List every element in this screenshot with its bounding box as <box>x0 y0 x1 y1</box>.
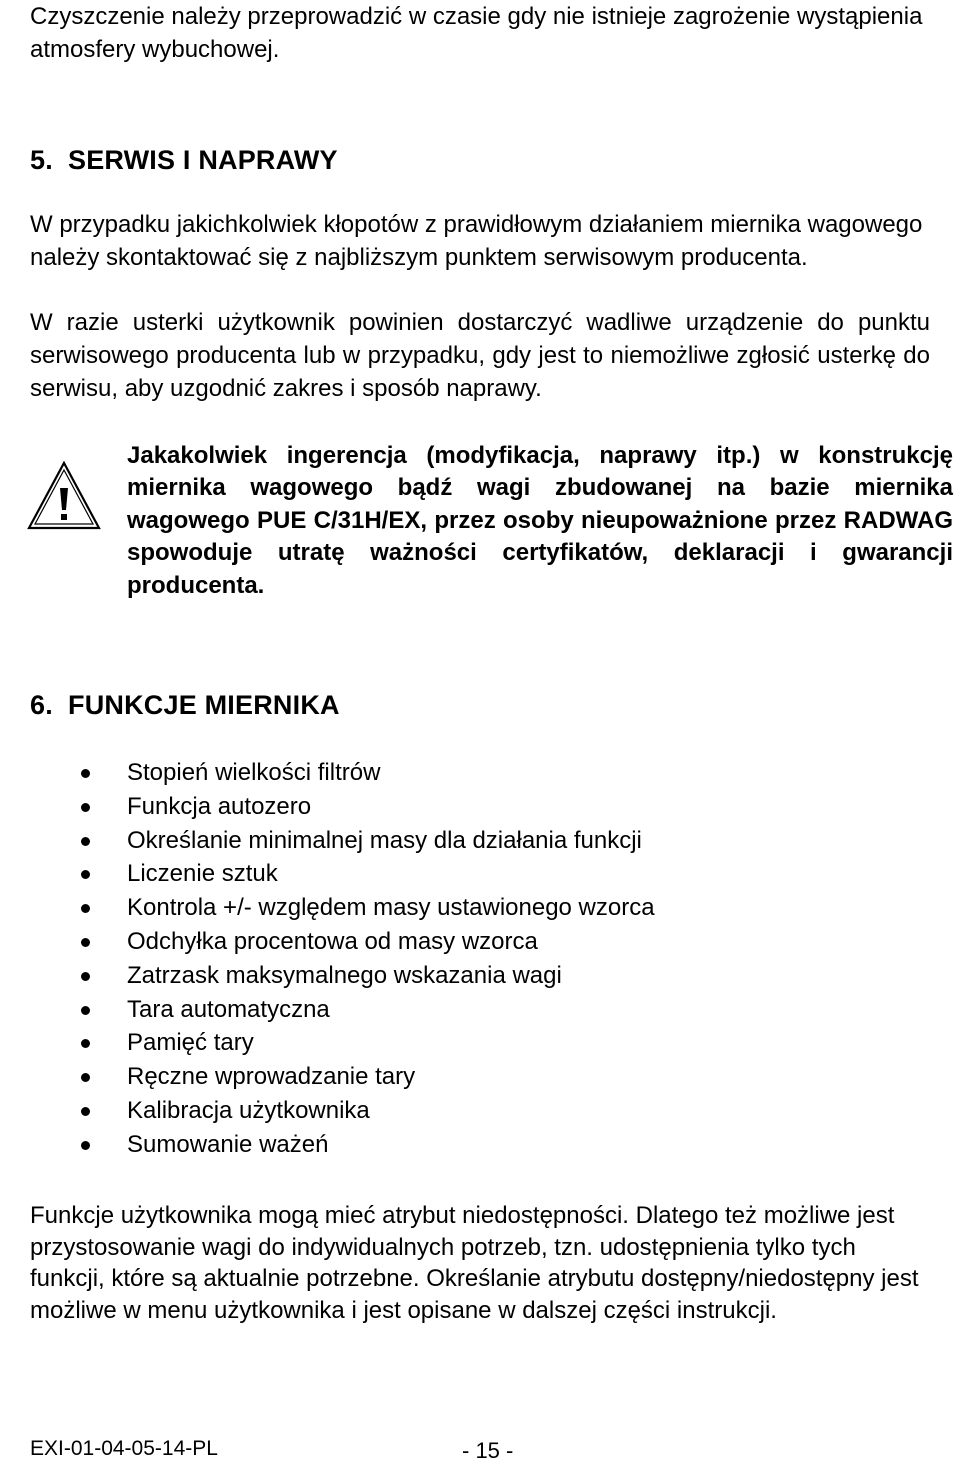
bullet-icon <box>81 904 90 913</box>
function-label: Funkcja autozero <box>127 792 312 820</box>
function-list-item <box>0 824 655 858</box>
service-paragraph-1: W przypadku jakichkolwiek kłopotów z prawidłowym działaniem miernika wagowego należy skontaktować się z najbliższym punktem serwisowym producenta. <box>30 211 923 271</box>
function-label: Stopień wielkości filtrów <box>127 759 381 786</box>
function-list-item <box>0 891 655 925</box>
function-label: Pamięć tary <box>127 1029 254 1057</box>
function-label: Zatrzask maksymalnego wskazania wagi <box>127 961 562 989</box>
function-label: Odchyłka procentowa od masy wzorca <box>127 927 538 955</box>
service-paragraph-2: W razie usterki użytkownik powinien dostarczyć wadliwe urządzenie do punktu serwisowego producenta lub w przypadku, gdy jest to niemożliwe zgłosić usterkę do serwisu, aby uzgodnić zakres i sposób naprawy. <box>30 309 930 402</box>
function-list-item <box>0 925 655 959</box>
document-code: EXI-01-04-05-14-PL <box>30 1437 218 1460</box>
bullet-icon <box>81 803 90 812</box>
function-list-item <box>0 857 655 891</box>
section-6-heading <box>30 690 340 721</box>
function-label: Sumowanie ważeń <box>127 1130 329 1158</box>
function-list-item <box>0 959 655 993</box>
function-list-item <box>0 1094 655 1128</box>
intro-paragraph: Czyszczenie należy przeprowadzić w czasie gdy nie istnieje zagrożenie wystąpienia atmosfery wybuchowej. <box>30 3 923 63</box>
bullet-icon <box>81 1039 90 1048</box>
bullet-icon <box>81 1073 90 1082</box>
warning-triangle-icon <box>26 460 102 532</box>
function-list-item <box>0 1026 655 1060</box>
function-list-item <box>0 756 655 790</box>
function-list-item <box>0 993 655 1027</box>
function-list-item <box>0 790 655 824</box>
function-label: Kontrola +/- względem masy ustawionego wzorca <box>127 894 655 922</box>
functions-list <box>0 756 655 1162</box>
section-6-number: 6. <box>30 690 53 720</box>
bullet-icon <box>81 837 90 846</box>
function-label: Kalibracja użytkownika <box>127 1096 370 1124</box>
section-5-number: 5. <box>30 145 53 175</box>
bullet-icon <box>81 870 90 879</box>
function-list-item <box>0 1060 655 1094</box>
function-label: Tara automatyczna <box>127 995 330 1023</box>
bullet-icon <box>81 1107 90 1116</box>
page-number: - 15 - <box>462 1438 514 1463</box>
function-label: Ręczne wprowadzanie tary <box>127 1063 416 1091</box>
bullet-icon <box>81 1141 90 1150</box>
bullet-icon <box>81 769 90 778</box>
bullet-icon <box>81 938 90 947</box>
bullet-icon <box>81 1006 90 1015</box>
function-label: Liczenie sztuk <box>127 860 278 888</box>
section-6-title: FUNKCJE MIERNIKA <box>68 690 340 720</box>
function-label: Określanie minimalnej masy dla działania funkcji <box>127 826 642 854</box>
function-list-item <box>0 1128 655 1162</box>
section-5-title: SERWIS I NAPRAWY <box>68 145 338 175</box>
section-5-heading <box>30 145 338 176</box>
warning-text: Jakakolwiek ingerencja (modyfikacja, naprawy itp.) w konstrukcję miernika wagowego bądź wagi zbudowanej na bazie miernika wagowego PUE C/31H/EX, przez osoby nieupoważnione przez RADWAG spowoduje utratę ważności certyfikatów, deklaracji i gwarancji producenta. <box>127 442 953 599</box>
functions-closing-paragraph: Funkcje użytkownika mogą mieć atrybut niedostępności. Dlatego też możliwe jest przystosowanie wagi do indywidualnych potrzeb, tzn. udostępnienia tylko tych funkcji, które są aktualnie potrzebne. Określanie atrybutu dostępny/niedostępny jest możliwe w menu użytkownika i jest opisane w dalszej części instrukcji. <box>30 1202 919 1324</box>
bullet-icon <box>81 972 90 981</box>
